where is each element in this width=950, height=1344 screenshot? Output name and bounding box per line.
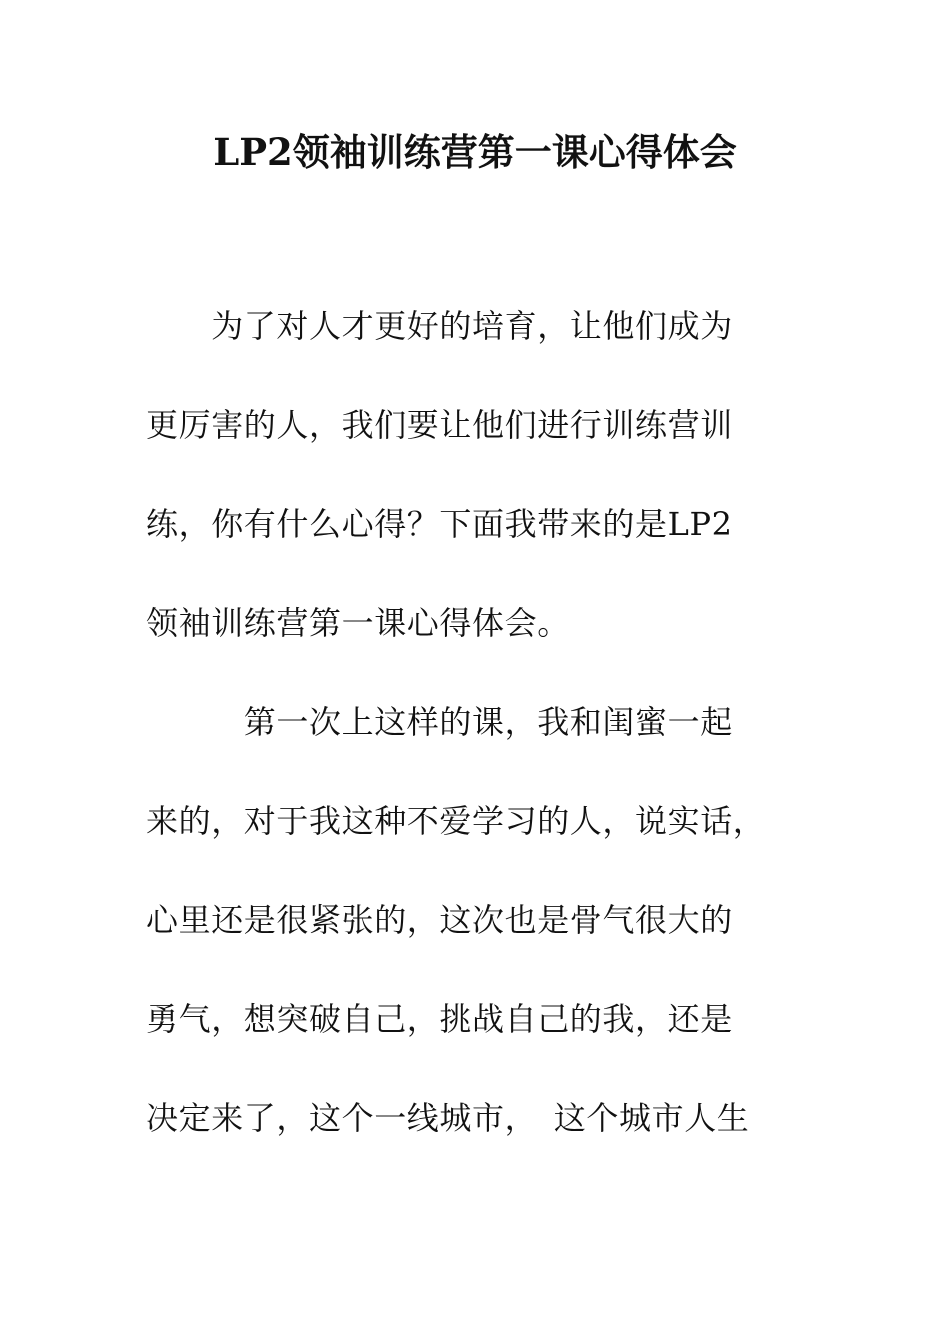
body-line-4: 领袖训练营第一课心得体会。 (146, 604, 570, 642)
body-line-2: 更厉害的人，我们要让他们进行训练营训 (146, 406, 733, 444)
body-line-8: 勇气，想突破自己，挑战自己的我，还是 (146, 1000, 733, 1038)
body-line-5: 第一次上这样的课，我和闺蜜一起 (146, 703, 733, 741)
body-line-6: 来的，对于我这种不爱学习的人，说实话， (146, 802, 766, 840)
document-title: LP2领袖训练营第一课心得体会 (213, 130, 737, 174)
body-line-1: 为了对人才更好的培育，让他们成为 (146, 307, 733, 345)
body-line-3: 练，你有什么心得？下面我带来的是LP2 (146, 505, 733, 543)
body-line-7: 心里还是很紧张的，这次也是骨气很大的 (146, 901, 733, 939)
body-line-9: 决定来了，这个一线城市， 这个城市人生 (146, 1099, 750, 1137)
